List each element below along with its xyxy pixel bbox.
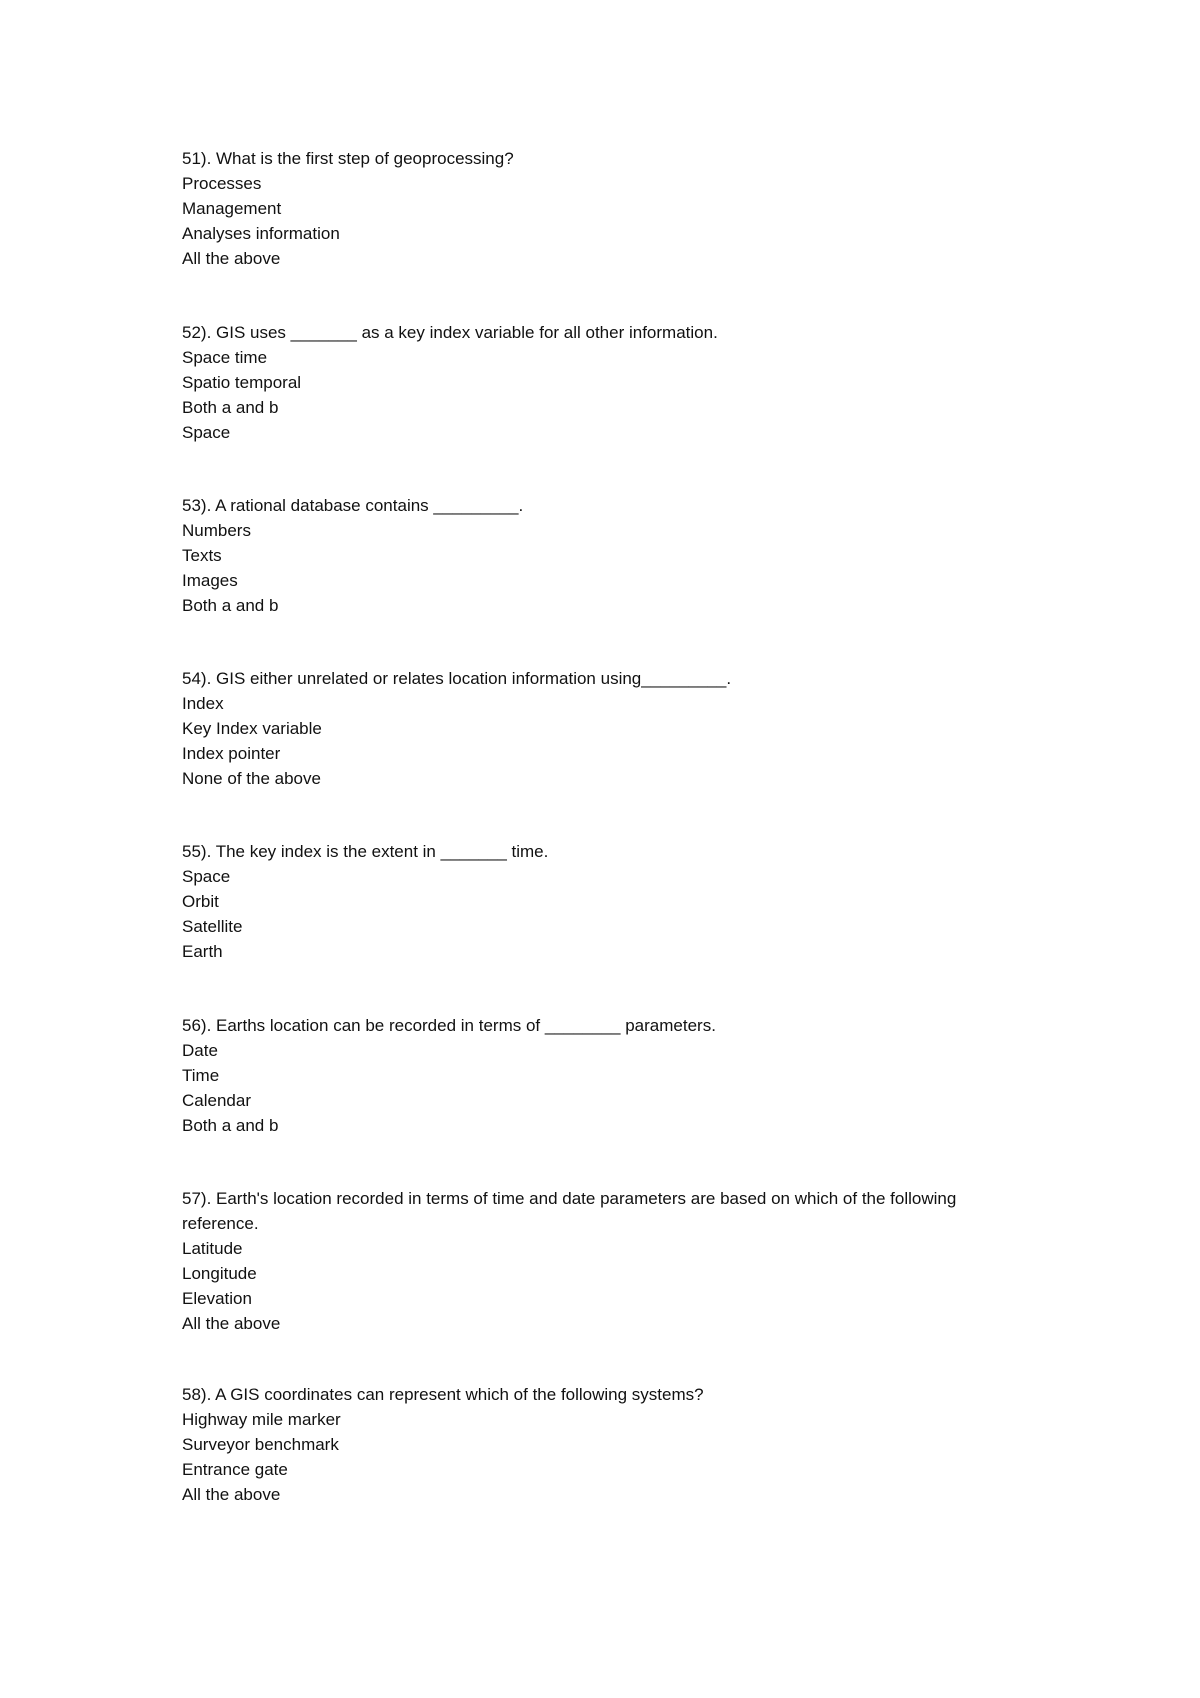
- question-58: [182, 1382, 982, 1507]
- answer-option: Earth: [182, 942, 223, 961]
- answer-option: All the above: [182, 249, 281, 268]
- answer-option: Space: [182, 423, 231, 442]
- question-53: [182, 493, 982, 618]
- question-text: 54). GIS either unrelated or relates location information using_________.: [182, 669, 732, 688]
- question-51: [182, 146, 982, 271]
- answer-option: Analyses information: [182, 224, 340, 243]
- answer-option: Both a and b: [182, 596, 279, 615]
- answer-option: Surveyor benchmark: [182, 1435, 339, 1454]
- answer-option: All the above: [182, 1314, 281, 1333]
- answer-option: Key Index variable: [182, 719, 322, 738]
- answer-option: Entrance gate: [182, 1460, 288, 1479]
- answer-option: Calendar: [182, 1091, 251, 1110]
- answer-option: Index pointer: [182, 744, 281, 763]
- answer-option: Processes: [182, 174, 262, 193]
- answer-option: Texts: [182, 546, 222, 565]
- answer-option: Spatio temporal: [182, 373, 302, 392]
- answer-option: Numbers: [182, 521, 251, 540]
- question-52: [182, 320, 982, 445]
- question-text: 55). The key index is the extent in _______ time.: [182, 842, 549, 861]
- answer-option: Management: [182, 199, 282, 218]
- answer-option: Longitude: [182, 1264, 257, 1283]
- answer-option: Space: [182, 867, 231, 886]
- question-text: 56). Earths location can be recorded in terms of ________ parameters.: [182, 1016, 716, 1035]
- answer-option: Orbit: [182, 892, 219, 911]
- answer-option: Elevation: [182, 1289, 252, 1308]
- question-57: [182, 1186, 982, 1336]
- answer-option: Both a and b: [182, 398, 279, 417]
- question-text: 51). What is the first step of geoprocessing?: [182, 149, 514, 168]
- answer-option: None of the above: [182, 769, 321, 788]
- answer-option: Space time: [182, 348, 268, 367]
- answer-option: Time: [182, 1066, 220, 1085]
- answer-option: Latitude: [182, 1239, 243, 1258]
- answer-option: Satellite: [182, 917, 243, 936]
- question-56: [182, 1013, 982, 1138]
- answer-option: Index: [182, 694, 224, 713]
- question-55: [182, 839, 982, 964]
- answer-option: Images: [182, 571, 238, 590]
- question-text: 53). A rational database contains _________.: [182, 496, 524, 515]
- question-text: 52). GIS uses _______ as a key index variable for all other information.: [182, 323, 718, 342]
- question-54: [182, 666, 982, 791]
- answer-option: Both a and b: [182, 1116, 279, 1135]
- answer-option: Date: [182, 1041, 218, 1060]
- question-text: 57). Earth's location recorded in terms of time and date parameters are based on which of the following reference.: [182, 1189, 957, 1233]
- answer-option: Highway mile marker: [182, 1410, 341, 1429]
- answer-option: All the above: [182, 1485, 281, 1504]
- question-text: 58). A GIS coordinates can represent which of the following systems?: [182, 1385, 704, 1404]
